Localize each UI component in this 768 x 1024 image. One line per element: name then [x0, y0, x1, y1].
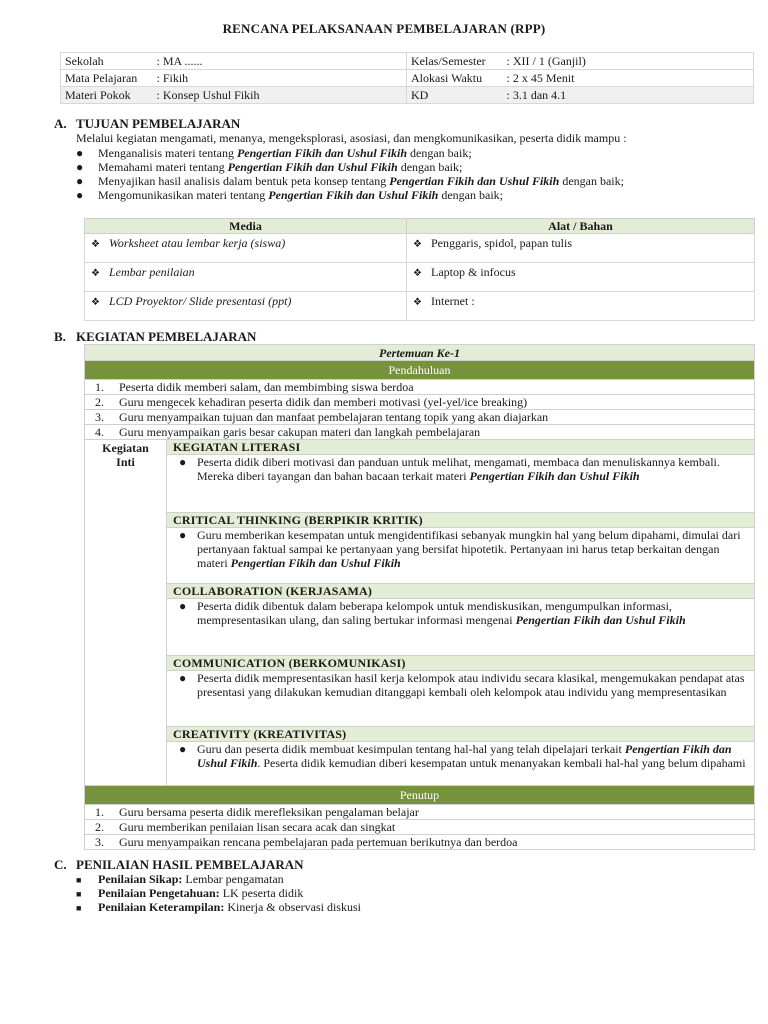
identity-value: : 3.1 dan 4.1 [503, 87, 754, 104]
table-row: 1. Guru bersama peserta didik merefleksikan pengalaman belajar [85, 805, 755, 820]
identity-row [61, 53, 754, 70]
media-cell: ❖ Worksheet atau lembar kerja (siswa) [85, 234, 407, 263]
pendahuluan-header: Pendahuluan [85, 361, 755, 380]
bullet-icon: ● [179, 455, 187, 469]
identity-row [61, 70, 754, 87]
kegiatan-inti-label: Kegiatan Inti [85, 440, 167, 786]
identity-label: Mata Pelajaran [61, 70, 153, 87]
list-item: ■ Penilaian Keterampilan: Kinerja & observasi diskusi [76, 900, 361, 914]
identity-value: : Konsep Ushul Fikih [153, 87, 407, 104]
diamond-bullet-icon: ❖ [91, 297, 100, 308]
list-item: ● Mengomunikasikan materi tentang Pengertian Fikih dan Ushul Fikih dengan baik; [76, 188, 504, 202]
diamond-bullet-icon: ❖ [413, 297, 422, 308]
bullet-icon: ● [76, 188, 84, 202]
diamond-bullet-icon: ❖ [91, 268, 100, 279]
communication-heading: COMMUNICATION (BERKOMUNIKASI) [167, 656, 755, 671]
section-letter: C. [54, 857, 67, 872]
identity-value: : Fikih [153, 70, 407, 87]
diamond-bullet-icon: ❖ [413, 268, 422, 279]
critical-thinking-content: ● Guru memberikan kesempatan untuk mengidentifikasi sebanyak mungkin hal yang belum dipahami, dimulai dari pertanyaan faktual sampai ke pertanyaan yang bersifat hipotetik. Pertanyaan ini harus tetap berkaitan dengan materi Pengertian Fikih dan Ushul Fikih [167, 528, 755, 584]
bullet-icon: ● [179, 671, 187, 685]
table-row [85, 292, 755, 321]
penilaian-list [76, 872, 361, 914]
penutup-header: Penutup [85, 786, 755, 805]
communication-content: ● Peserta didik mempresentasikan hasil kerja kelompok atau individu secara klasikal, mengemukakan pendapat atas presentasi yang dilakukan kemudian ditanggapi kembali oleh kelompok atau individu yang mempresentasikan [167, 671, 755, 727]
square-bullet-icon: ■ [76, 889, 82, 899]
table-row [85, 234, 755, 263]
alat-header: Alat / Bahan [407, 219, 755, 234]
alat-cell: ❖ Internet : [407, 292, 755, 321]
table-row: 2. Guru memberikan penilaian lisan secara acak dan singkat [85, 820, 755, 835]
pertemuan-header: Pertemuan Ke-1 [85, 345, 755, 361]
diamond-bullet-icon: ❖ [413, 239, 422, 250]
creativity-heading: CREATIVITY (KREATIVITAS) [167, 727, 755, 742]
bullet-icon: ● [76, 146, 84, 160]
identity-label: KD [407, 87, 503, 104]
table-row: 1. Peserta didik memberi salam, dan membimbing siswa berdoa [85, 380, 755, 395]
square-bullet-icon: ■ [76, 903, 82, 913]
alat-cell: ❖ Penggaris, spidol, papan tulis [407, 234, 755, 263]
bullet-icon: ● [179, 599, 187, 613]
square-bullet-icon: ■ [76, 875, 82, 885]
list-item: ● Memahami materi tentang Pengertian Fikih dan Ushul Fikih dengan baik; [76, 160, 463, 174]
identity-row [61, 87, 754, 104]
identity-label: Alokasi Waktu [407, 70, 503, 87]
media-cell: ❖ LCD Proyektor/ Slide presentasi (ppt) [85, 292, 407, 321]
page-title: RENCANA PELAKSANAAN PEMBELAJARAN (RPP) [222, 21, 546, 36]
table-row: 3. Guru menyampaikan rencana pembelajaran pada pertemuan berikutnya dan berdoa [85, 835, 755, 850]
list-item: ■ Penilaian Pengetahuan: LK peserta didik [76, 886, 304, 900]
table-row: 3. Guru menyampaikan tujuan dan manfaat pembelajaran tentang topik yang akan diajarkan [85, 410, 755, 425]
section-b-heading [54, 330, 256, 344]
table-row: 4. Guru menyampaikan garis besar cakupan materi dan langkah pembelajaran [85, 425, 755, 440]
list-item: ■ Penilaian Sikap: Lembar pengamatan [76, 872, 284, 886]
identity-table [60, 52, 754, 104]
section-letter: B. [54, 329, 66, 344]
section-title: PENILAIAN HASIL PEMBELAJARAN [76, 857, 304, 872]
section-title: KEGIATAN PEMBELAJARAN [76, 329, 257, 344]
media-cell: ❖ Lembar penilaian [85, 263, 407, 292]
section-c-heading [54, 858, 304, 872]
kegiatan-table [84, 344, 755, 850]
identity-value: : 2 x 45 Menit [503, 70, 754, 87]
list-item: ● Menyajikan hasil analisis dalam bentuk peta konsep tentang Pengertian Fikih dan Ushul Fikih dengan baik; [76, 174, 624, 188]
section-letter: A. [54, 116, 67, 131]
identity-value: : XII / 1 (Ganjil) [503, 53, 754, 70]
alat-cell: ❖ Laptop & infocus [407, 263, 755, 292]
table-row [85, 263, 755, 292]
media-header: Media [85, 219, 407, 234]
section-a-heading [54, 117, 240, 131]
bullet-icon: ● [179, 742, 187, 756]
bullet-icon: ● [76, 160, 84, 174]
identity-label: Materi Pokok [61, 87, 153, 104]
literasi-heading: KEGIATAN LITERASI [167, 440, 755, 455]
bullet-icon: ● [179, 528, 187, 542]
tujuan-list [76, 146, 624, 202]
identity-label: Kelas/Semester [407, 53, 503, 70]
section-title: TUJUAN PEMBELAJARAN [76, 116, 241, 131]
literasi-content: ● Peserta didik diberi motivasi dan panduan untuk melihat, mengamati, membaca dan menuliskannya kembali. Mereka diberi tayangan dan bahan bacaan terkait materi Pengertian Fikih dan Ushul Fikih [167, 455, 755, 513]
identity-label: Sekolah [61, 53, 153, 70]
identity-value: : MA ...... [153, 53, 407, 70]
bullet-icon: ● [76, 174, 84, 188]
critical-thinking-heading: CRITICAL THINKING (BERPIKIR KRITIK) [167, 513, 755, 528]
creativity-content: ● Guru dan peserta didik membuat kesimpulan tentang hal-hal yang telah dipelajari terkait Pengertian Fikih dan Ushul Fikih. Peserta didik kemudian diberi kesempatan untuk menanyakan kembali hal-hal yang belum dipahami [167, 742, 755, 786]
collaboration-heading: COLLABORATION (KERJASAMA) [167, 584, 755, 599]
media-table [84, 218, 755, 321]
diamond-bullet-icon: ❖ [91, 239, 100, 250]
collaboration-content: ● Peserta didik dibentuk dalam beberapa kelompok untuk mendiskusikan, mengumpulkan informasi, mempresentasikan ulang, dan saling bertukar informasi mengenai Pengertian Fikih dan Ushul Fikih [167, 599, 755, 656]
table-row: 2. Guru mengecek kehadiran peserta didik dan memberi motivasi (yel-yel/ice breaking) [85, 395, 755, 410]
list-item: ● Menganalisis materi tentang Pengertian Fikih dan Ushul Fikih dengan baik; [76, 146, 472, 160]
tujuan-intro: Melalui kegiatan mengamati, menanya, mengeksplorasi, asosiasi, dan mengkomunikasikan, peserta didik mampu : [76, 131, 627, 145]
